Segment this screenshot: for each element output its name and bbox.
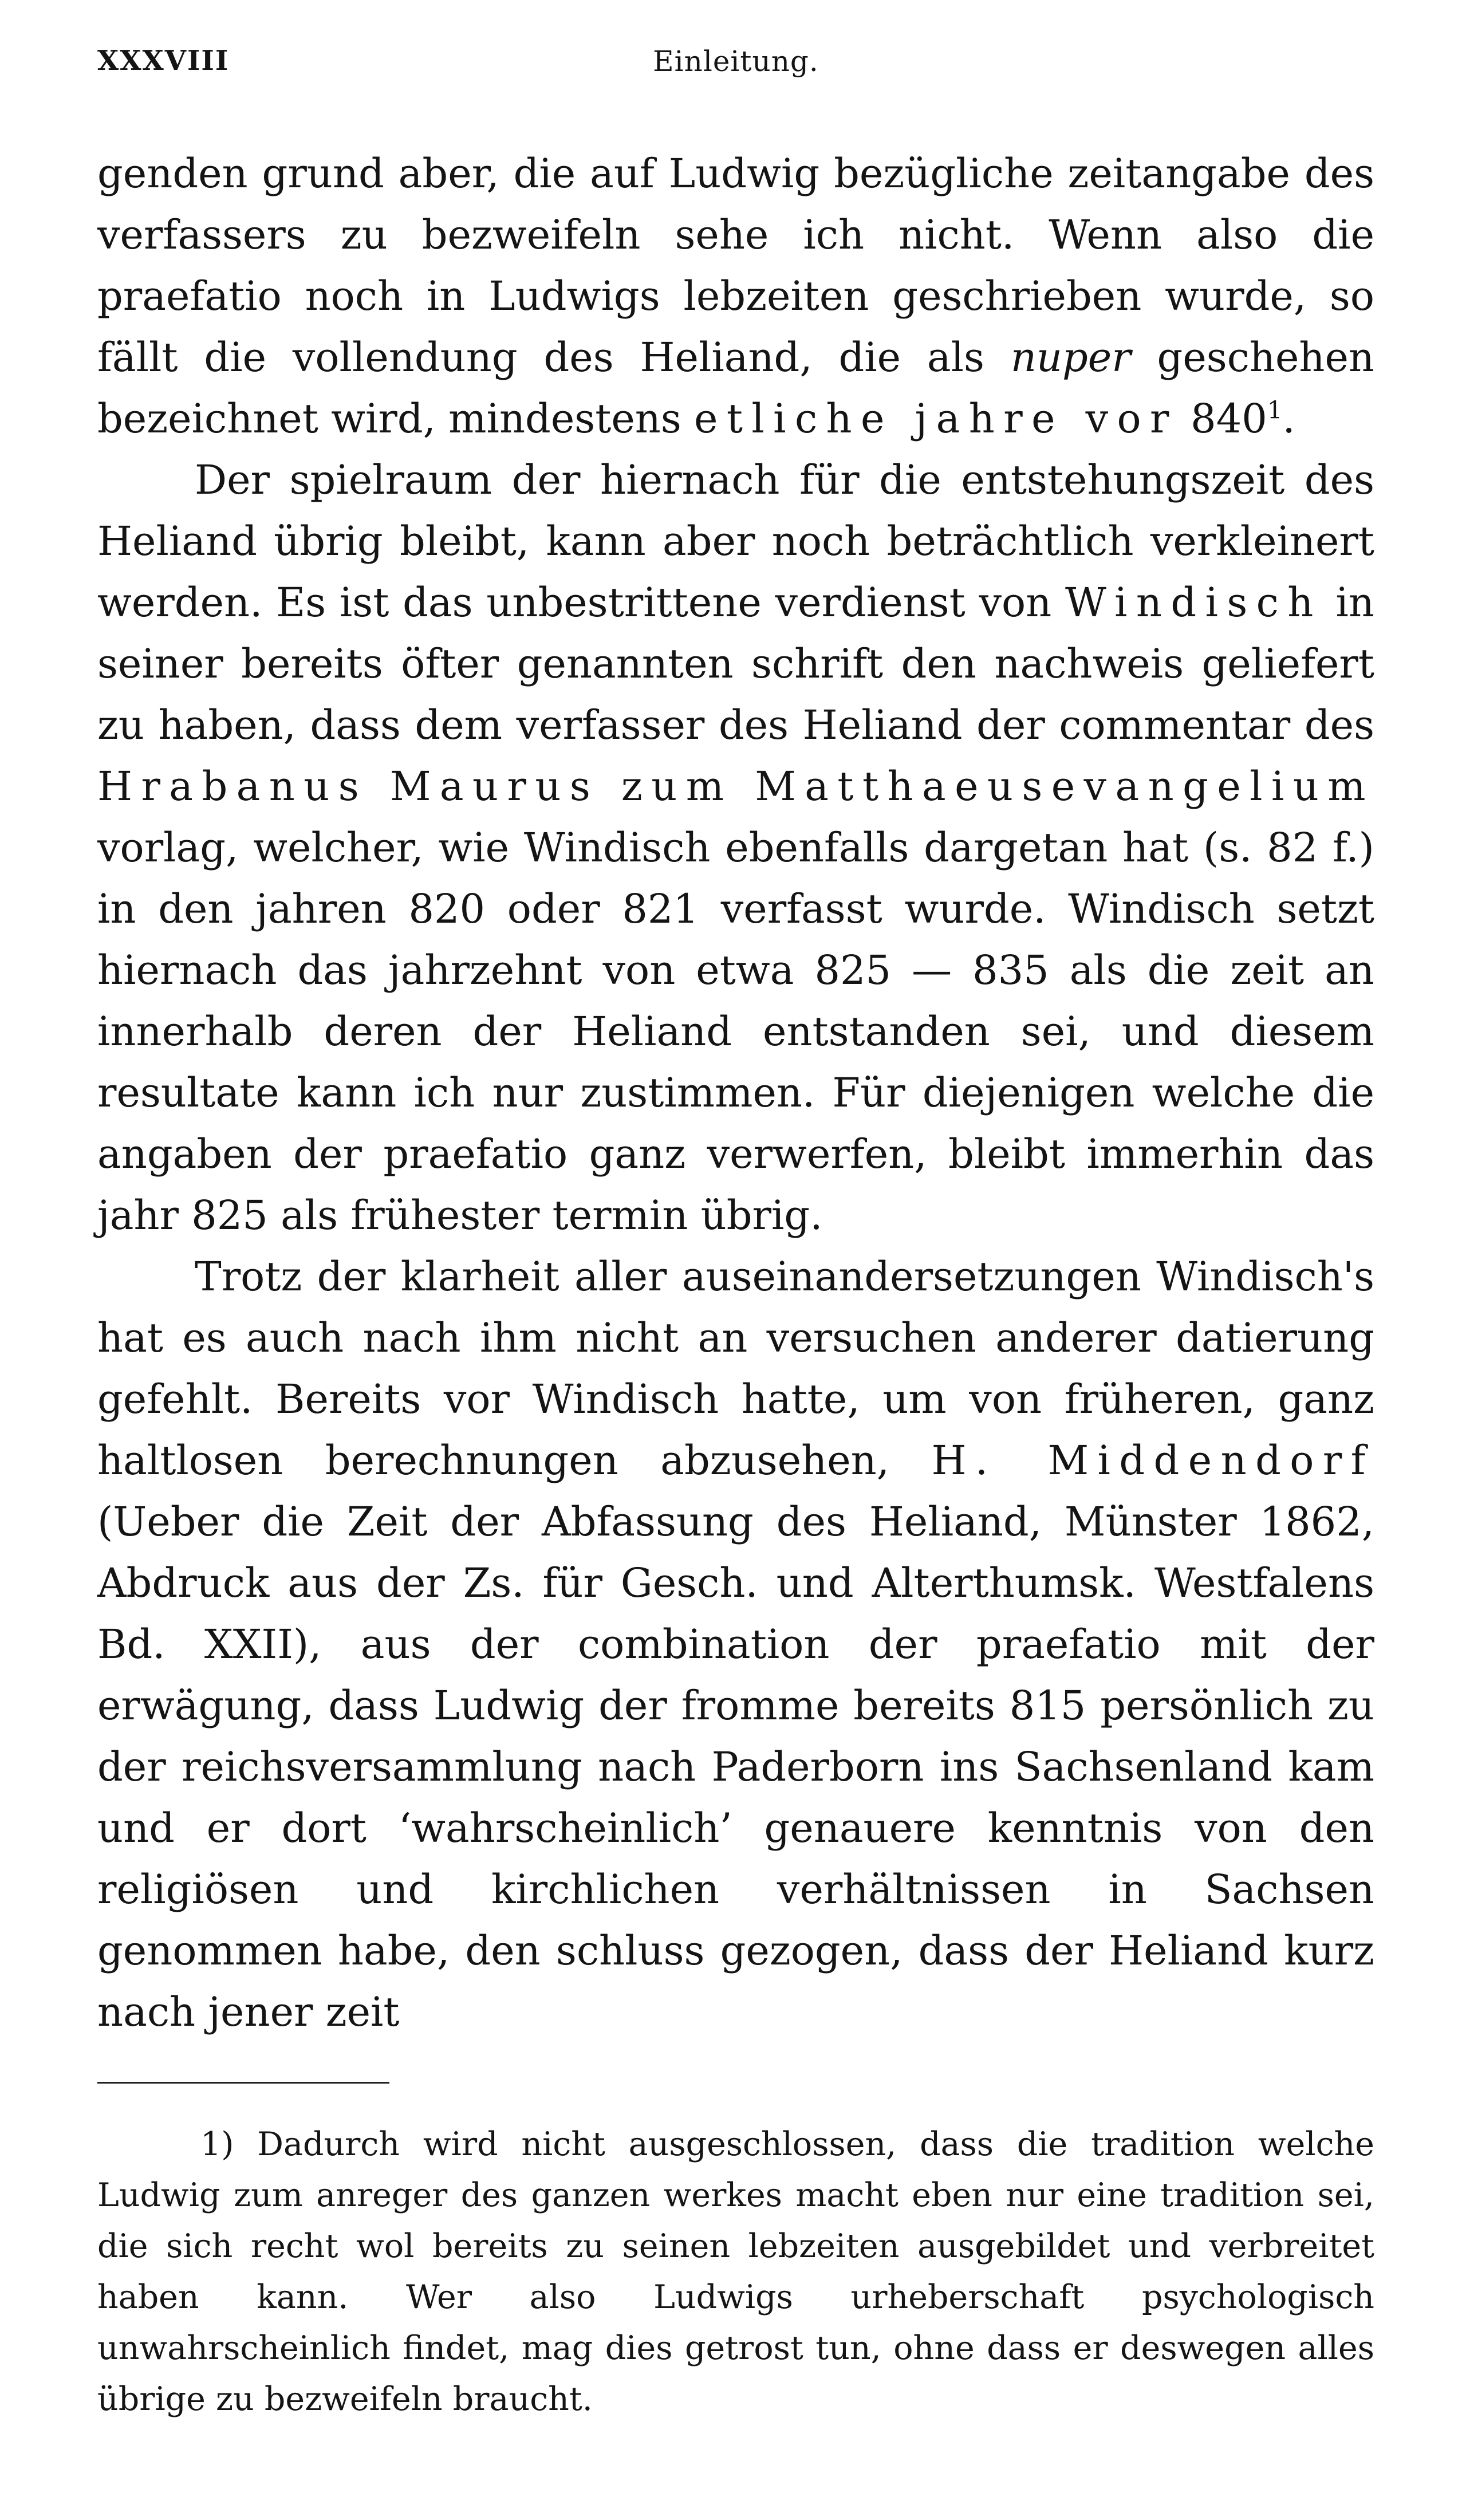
running-title: Einleitung. [653, 45, 819, 78]
footnote-divider [97, 2082, 389, 2084]
paragraph-1-text-d: . [1282, 395, 1295, 442]
paragraph-1 [97, 143, 1374, 450]
footnote [97, 2119, 1374, 2425]
spaced-name-hrabanus: Hrabanus Maurus zum Matthaeusevangelium [97, 763, 1374, 810]
paragraph-2 [97, 450, 1374, 1246]
book-page [97, 0, 1374, 2520]
paragraph-3-text-a: Trotz der klarheit aller auseinandersetzungen Windisch's hat es auch nach ihm nicht an versuchen anderer datierung gefehlt. Bereits vor Windisch hatte, um von früheren, ganz haltlosen berechnungen abzusehen, [97, 1253, 1374, 1484]
spaced-name-windisch: Windisch [1065, 579, 1322, 626]
spaced-emphasis: etliche jahre vor [694, 395, 1178, 442]
body-text [97, 143, 1374, 2043]
italic-nuper: nuper [1010, 334, 1131, 381]
paragraph-3-text-b: (Ueber die Zeit der Abfassung des Heliand, Münster 1862, Abdruck aus der Zs. für Gesch. und Alterthumsk. Westfalens Bd. XXII), aus der combination der praefatio mit der erwägung, dass Ludwig der fromme bereits 815 persönlich zu der reichsversammlung nach Paderborn ins Sachsenland kam und er dort ‘wahrscheinlich’ genauere kenntnis von den religiösen und kirchlichen verhältnissen in Sachsen genommen habe, den schluss gezogen, dass der Heliand kurz nach jener zeit [97, 1498, 1374, 2035]
paragraph-3 [97, 1246, 1374, 2043]
footnote-marker: 1) [200, 2125, 234, 2163]
running-head [97, 45, 1374, 90]
footnote-text: Dadurch wird nicht ausgeschlossen, dass die tradition welche Ludwig zum anreger des ganzen werkes macht eben nur eine tradition sei, die sich recht wol bereits zu seinen lebzeiten ausgebildet und verbreitet haben kann. Wer also Ludwigs urheberschaft psychologisch unwahrscheinlich findet, mag dies getrost tun, ohne dass er deswegen alles übrige zu bezweifeln braucht. [97, 2125, 1374, 2418]
paragraph-1-text-c: 840 [1177, 395, 1267, 442]
paragraph-2-text-b: in seiner bereits öfter genannten schrift den nachweis geliefert zu haben, dass dem verfasser des Heliand der commentar des [97, 579, 1374, 749]
footnote-reference: 1 [1267, 396, 1283, 424]
paragraph-1-text-a: genden grund aber, die auf Ludwig bezügliche zeitangabe des verfassers zu bezweifeln sehe ich nicht. Wenn also die praefatio noch in Ludwigs lebzeiten geschrieben wurde, so fällt die vollendung des Heliand, die als [97, 150, 1374, 381]
paragraph-2-text-a: Der spielraum der hiernach für die entstehungszeit des Heliand übrig bleibt, kann aber noch beträchtlich verkleinert werden. Es ist das unbestrittene verdienst von [97, 456, 1374, 626]
page-number: XXXVIII [97, 45, 230, 77]
spaced-name-middendorf: H. Middendorf [931, 1437, 1374, 1484]
paragraph-2-text-c: vorlag, welcher, wie Windisch ebenfalls dargetan hat (s. 82 f.) in den jahren 820 oder 821 verfasst wurde. Windisch setzt hiernach das jahrzehnt von etwa 825 — 835 als die zeit an innerhalb deren der Heliand entstanden sei, und diesem resultate kann ich nur zustimmen. Für diejenigen welche die angaben der praefatio ganz verwerfen, bleibt immerhin das jahr 825 als frühester termin übrig. [97, 824, 1374, 1239]
paragraph-1-text-b: geschehen bezeichnet wird, mindestens [97, 334, 1374, 442]
